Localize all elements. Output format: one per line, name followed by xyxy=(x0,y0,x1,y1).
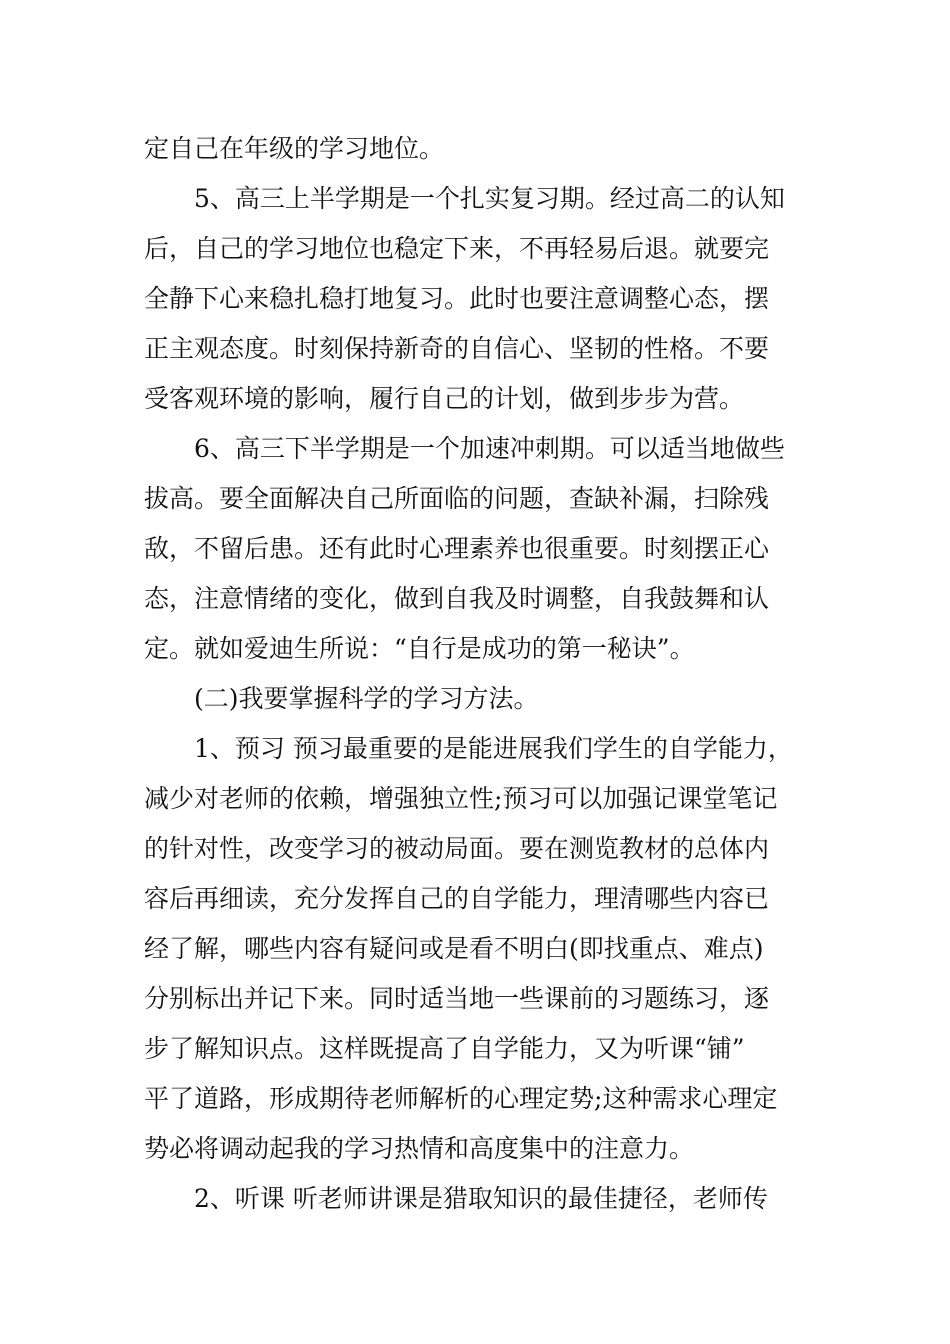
text-line: 的针对性，改变学习的被动局面。要在测览教材的总体内 xyxy=(144,834,770,863)
paragraph-listening-line: 2、听课 听老师讲课是猎取知识的最佳捷径，老师传 xyxy=(194,1184,768,1213)
paragraph-5-line: 5、高三上半学期是一个扎实复习期。经过高二的认知 xyxy=(194,184,785,213)
paragraph-preview-line: 1、预习 预习最重要的是能进展我们学生的自学能力， xyxy=(194,734,793,763)
text-line: 平了道路，形成期待老师解析的心理定势;这种需求心理定 xyxy=(144,1084,778,1113)
text-line: 分别标出并记下来。同时适当地一些课前的习题练习，逐 xyxy=(144,984,770,1013)
text-line: 定自己在年级的学习地位。 xyxy=(144,134,445,163)
text-line: 拔高。要全面解决自己所面临的问题，查缺补漏，扫除残 xyxy=(144,484,770,513)
document-body xyxy=(144,124,814,1224)
text-line: 势必将调动起我的学习热情和高度集中的注意力。 xyxy=(144,1134,695,1163)
text-line: 减少对老师的依赖，增强独立性;预习可以加强记课堂笔记 xyxy=(144,784,778,813)
text-line: 容后再细读，充分发挥自己的自学能力，理清哪些内容已 xyxy=(144,884,770,913)
text-line: 受客观环境的影响，履行自己的计划，做到步步为营。 xyxy=(144,384,745,413)
text-line: 经了解，哪些内容有疑问或是看不明白(即找重点、难点) xyxy=(144,934,764,963)
text-line: 步了解知识点。这样既提高了自学能力，又为听课“铺” xyxy=(144,1034,745,1063)
text-line: 敌，不留后患。还有此时心理素养也很重要。时刻摆正心 xyxy=(144,534,770,563)
text-line: 正主观态度。时刻保持新奇的自信心、坚韧的性格。不要 xyxy=(144,334,770,363)
text-line: 定。就如爱迪生所说：“自行是成功的第一秘诀”。 xyxy=(144,634,695,663)
text-line: 态，注意情绪的变化，做到自我及时调整，自我鼓舞和认 xyxy=(144,584,770,613)
paragraph-6-line: 6、高三下半学期是一个加速冲刺期。可以适当地做些 xyxy=(194,434,785,463)
section-heading: (二)我要掌握科学的学习方法。 xyxy=(194,684,539,713)
text-line: 全静下心来稳扎稳打地复习。此时也要注意调整心态，摆 xyxy=(144,284,770,313)
text-line: 后，自己的学习地位也稳定下来，不再轻易后退。就要完 xyxy=(144,234,770,263)
